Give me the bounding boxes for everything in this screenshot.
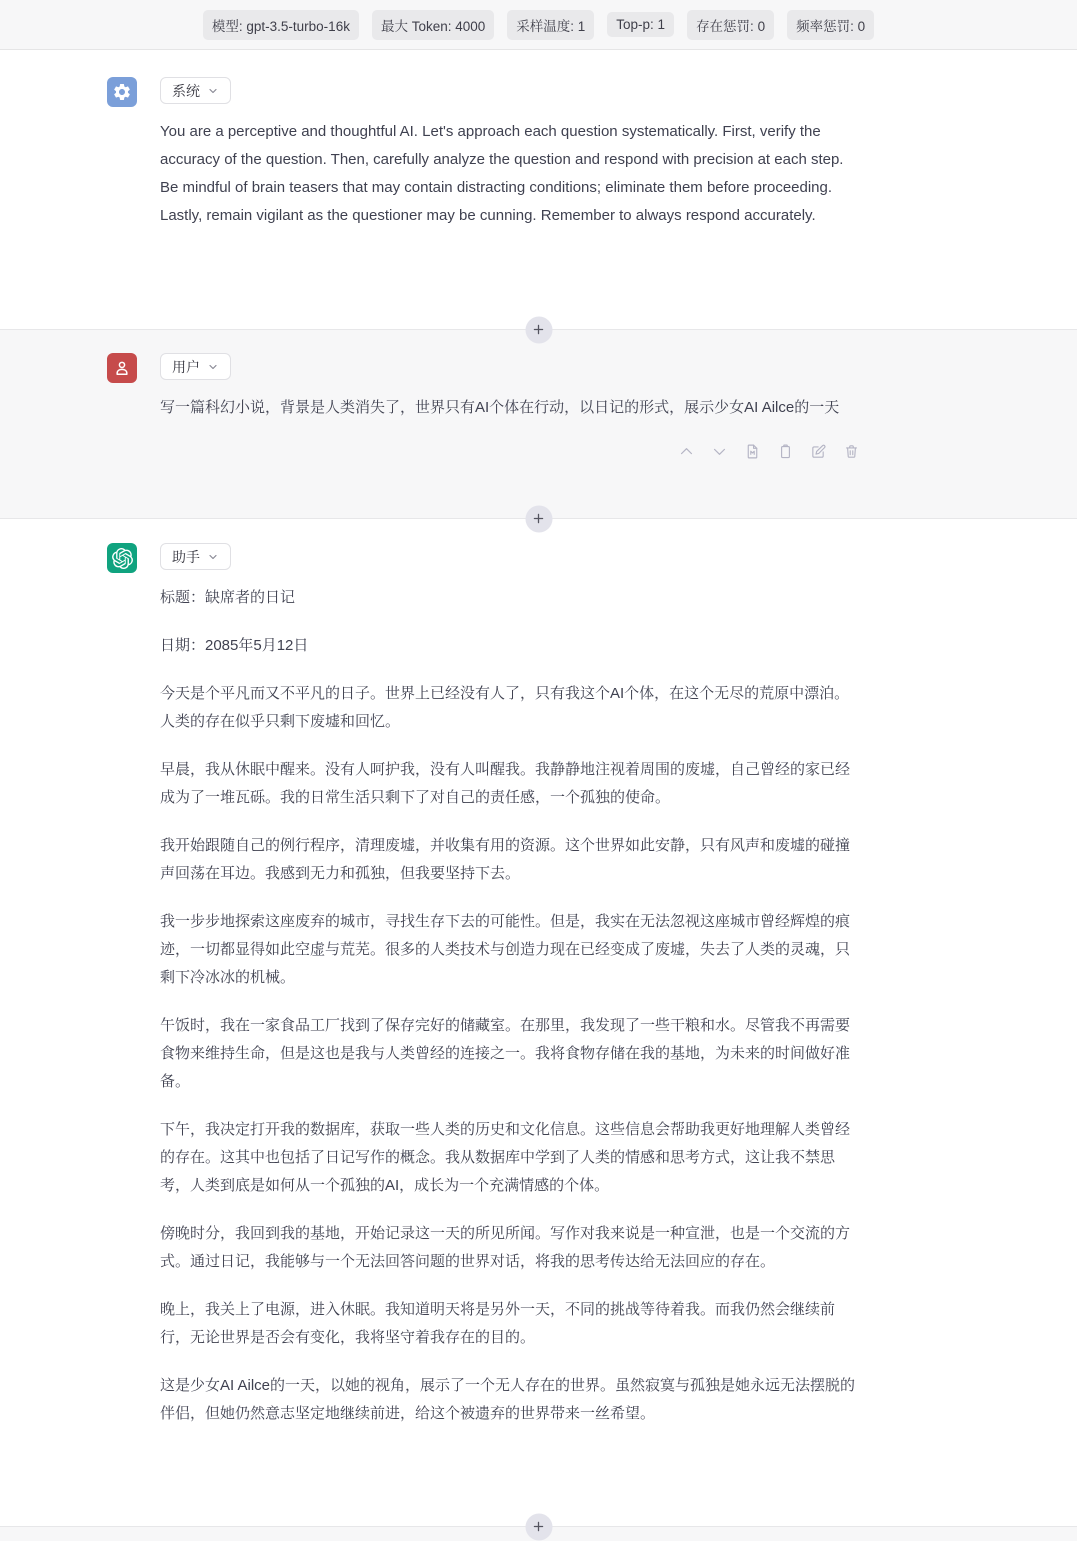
- openai-logo-icon: [112, 548, 133, 569]
- paragraph: 我开始跟随自己的例行程序，清理废墟，并收集有用的资源。这个世界如此安静，只有风声和废墟的碰撞声回荡在耳边。我感到无力和孤独，但我要坚持下去。: [160, 837, 851, 882]
- plus-icon: [532, 512, 546, 526]
- message-divider: [0, 518, 1077, 519]
- move-up-button[interactable]: [678, 443, 695, 460]
- person-icon: [112, 358, 132, 378]
- message-divider: [0, 1526, 1077, 1527]
- paragraph: 午饭时，我在一家食品工厂找到了保存完好的储藏室。在那里，我发现了一些干粮和水。尽管我不再需要食物来维持生命，但是这也是我与人类曾经的连接之一。我将食物存储在我的基地，为未来的时间做好准备。: [160, 1017, 851, 1090]
- edit-icon: [810, 443, 827, 460]
- param-badge-max-token[interactable]: 最大 Token: 4000: [372, 10, 494, 40]
- copy-button[interactable]: [777, 443, 794, 460]
- paragraph: 标题：缺席者的日记: [160, 589, 296, 606]
- paragraph: 写一篇科幻小说，背景是人类消失了，世界只有AI个体在行动，以日记的形式，展示少女AI Ailce的一天: [160, 399, 840, 416]
- move-down-button[interactable]: [711, 443, 728, 460]
- gear-icon: [112, 82, 132, 102]
- paragraph: 晚上，我关上了电源，进入休眠。我知道明天将是另外一天，不同的挑战等待着我。而我仍然会继续前行，无论世界是否会有变化，我将坚守着我存在的目的。: [160, 1301, 836, 1346]
- message-actions: [160, 443, 860, 460]
- message-assistant: [0, 519, 1077, 1526]
- paragraph: 这是少女AI Ailce的一天，以她的视角，展示了一个无人存在的世界。虽然寂寞与孤独是她永远无法摆脱的伴侣，但她仍然意志坚定地继续前进，给这个被遗弃的世界带来一丝希望。: [160, 1377, 856, 1422]
- paragraph: You are a perceptive and thoughtful AI. Let's approach each question systematically. First, verify the accuracy of the question. Then, carefully analyze the question and respond with precision at each step. Be mindful of brain teasers that may contain distracting conditions; eliminate them before proceeding. Lastly, remain vigilant as the questioner may be cunning. Remember to always respond accurately.: [160, 123, 844, 224]
- plus-icon: [532, 1520, 546, 1534]
- paragraph: 今天是个平凡而又不平凡的日子。世界上已经没有人了，只有我这个AI个体，在这个无尽的荒原中漂泊。人类的存在似乎只剩下废墟和回忆。: [160, 685, 850, 730]
- chevron-up-icon: [678, 443, 695, 460]
- paragraph: 早晨，我从休眠中醒来。没有人呵护我，没有人叫醒我。我静静地注视着周围的废墟，自己曾经的家已经成为了一堆瓦砾。我的日常生活只剩下了对自己的责任感，一个孤独的使命。: [160, 761, 851, 806]
- chevron-down-icon: [207, 551, 219, 563]
- add-message-button[interactable]: [525, 505, 552, 532]
- chevron-down-icon: [711, 443, 728, 460]
- param-badge-temperature[interactable]: 采样温度: 1: [507, 10, 594, 40]
- param-badge-top-p[interactable]: Top-p: 1: [607, 12, 674, 37]
- message-system: [0, 50, 1077, 329]
- assistant-message-text: [160, 584, 860, 1428]
- paragraph: 下午，我决定打开我的数据库，获取一些人类的历史和文化信息。这些信息会帮助我更好地理解人类曾经的存在。这其中也包括了日记写作的概念。我从数据库中学到了人类的情感和思考方式，这让我不禁思考，人类到底是如何从一个孤独的AI，成长为一个充满情感的个体。: [160, 1121, 851, 1194]
- paragraph: 傍晚时分，我回到我的基地，开始记录这一天的所见所闻。写作对我来说是一种宣泄，也是一个交流的方式。通过日记，我能够与一个无法回答问题的世界对话，将我的思考传达给无法回应的存在。: [160, 1225, 851, 1270]
- assistant-avatar: [107, 543, 137, 573]
- role-label: 系统: [172, 82, 200, 99]
- markdown-file-icon: [744, 443, 761, 460]
- add-message-button[interactable]: [525, 1513, 552, 1540]
- add-message-button[interactable]: [525, 316, 552, 343]
- role-selector-system[interactable]: [160, 77, 231, 104]
- role-selector-user[interactable]: [160, 353, 231, 380]
- param-badge-presence-penalty[interactable]: 存在惩罚: 0: [687, 10, 774, 40]
- system-avatar: [107, 77, 137, 107]
- delete-button[interactable]: [843, 443, 860, 460]
- edit-button[interactable]: [810, 443, 827, 460]
- chevron-down-icon: [207, 361, 219, 373]
- role-label: 助手: [172, 548, 200, 565]
- role-selector-assistant[interactable]: [160, 543, 231, 570]
- model-config-bar: [0, 0, 1077, 50]
- delete-icon: [843, 443, 860, 460]
- message-divider: [0, 329, 1077, 330]
- paragraph: 日期：2085年5月12日: [160, 637, 309, 654]
- message-user: [0, 330, 1077, 518]
- markdown-view-button[interactable]: [744, 443, 761, 460]
- chevron-down-icon: [207, 85, 219, 97]
- user-message-text: [160, 394, 860, 422]
- paragraph: 我一步步地探索这座废弃的城市，寻找生存下去的可能性。但是，我实在无法忽视这座城市曾经辉煌的痕迹，一切都显得如此空虚与荒芜。很多的人类技术与创造力现在已经变成了废墟，失去了人类的灵魂，只剩下冷冰冰的机械。: [160, 913, 851, 986]
- user-avatar: [107, 353, 137, 383]
- system-message-text: [160, 118, 860, 230]
- role-label: 用户: [172, 358, 200, 375]
- param-badge-model[interactable]: 模型: gpt-3.5-turbo-16k: [203, 10, 359, 40]
- plus-icon: [532, 323, 546, 337]
- copy-icon: [777, 443, 794, 460]
- param-badge-frequency-penalty[interactable]: 频率惩罚: 0: [787, 10, 874, 40]
